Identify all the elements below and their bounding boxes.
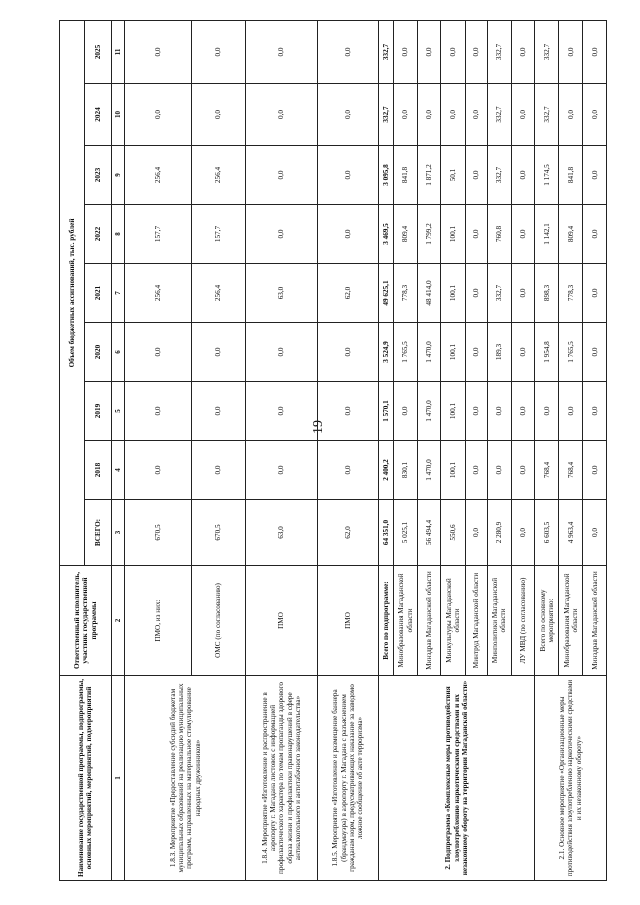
program-name-cell: 1.8.3. Мероприятие «Предоставление субсидий бюджетам муниципальных образований на реализацию муниципальных программ, направленных на материальное стимулирование народных дружинников» bbox=[125, 676, 246, 881]
year-value-cell: 0,0 bbox=[465, 264, 487, 323]
year-value-cell: 0,0 bbox=[191, 382, 245, 441]
total-value-cell: 6 603,5 bbox=[535, 500, 559, 566]
year-value-cell: 63,0 bbox=[246, 264, 317, 323]
header-year: 2021 bbox=[84, 264, 111, 323]
year-value-cell: 1 765,5 bbox=[559, 323, 583, 382]
year-value-cell: 1 142,1 bbox=[535, 205, 559, 264]
year-value-cell: 0,0 bbox=[246, 146, 317, 205]
year-value-cell: 0,0 bbox=[559, 84, 583, 146]
column-number: 2 bbox=[111, 566, 125, 676]
column-number: 3 bbox=[111, 500, 125, 566]
year-value-cell: 0,0 bbox=[317, 205, 379, 264]
year-value-cell: 0,0 bbox=[246, 382, 317, 441]
year-value-cell: 0,0 bbox=[487, 382, 511, 441]
budget-table-container bbox=[59, 21, 607, 881]
year-value-cell: 809,4 bbox=[559, 205, 583, 264]
year-value-cell: 0,0 bbox=[511, 323, 534, 382]
year-value-cell: 0,0 bbox=[465, 205, 487, 264]
year-value-cell: 0,0 bbox=[559, 382, 583, 441]
year-value-cell: 332,7 bbox=[379, 20, 394, 83]
year-value-cell: 0,0 bbox=[317, 84, 379, 146]
year-value-cell: 0,0 bbox=[317, 323, 379, 382]
header-year: 2018 bbox=[84, 441, 111, 500]
year-value-cell: 0,0 bbox=[511, 84, 534, 146]
year-value-cell: 0,0 bbox=[465, 382, 487, 441]
year-value-cell: 1 470,0 bbox=[418, 382, 441, 441]
year-value-cell: 3 524,9 bbox=[379, 323, 394, 382]
year-value-cell: 830,1 bbox=[393, 441, 417, 500]
year-value-cell: 0,0 bbox=[511, 441, 534, 500]
year-value-cell: 3 469,5 bbox=[379, 205, 394, 264]
table-body bbox=[125, 20, 607, 880]
year-value-cell: 809,4 bbox=[393, 205, 417, 264]
year-value-cell: 48 414,0 bbox=[418, 264, 441, 323]
column-number: 9 bbox=[111, 146, 125, 205]
executor-cell: Всего по подпрограмме: bbox=[379, 566, 394, 676]
column-number: 11 bbox=[111, 20, 125, 83]
header-year: 2022 bbox=[84, 205, 111, 264]
table-row bbox=[379, 20, 394, 880]
year-value-cell: 0,0 bbox=[246, 205, 317, 264]
year-value-cell: 0,0 bbox=[583, 382, 607, 441]
year-value-cell: 0,0 bbox=[418, 20, 441, 83]
program-name-cell: 1.8.4. Мероприятие «Изготовление и распространение в аэропорту г. Магадана листовок с информацией профилактического характера по темам пропаганды здорового образа жизни и профилактики правонарушений в сфере антиалкогольного и антитабачного законодательства» bbox=[246, 676, 317, 881]
year-value-cell: 256,4 bbox=[191, 146, 245, 205]
total-value-cell: 63,0 bbox=[246, 500, 317, 566]
header-executor: Ответственный исполнитель, участник государственной программы bbox=[60, 566, 112, 676]
year-value-cell: 100,1 bbox=[441, 264, 465, 323]
year-value-cell: 1 871,2 bbox=[418, 146, 441, 205]
executor-cell: Минздрав Магаданской области bbox=[583, 566, 607, 676]
year-value-cell: 332,7 bbox=[487, 146, 511, 205]
executor-cell: ОМС (по согласованию) bbox=[191, 566, 245, 676]
year-value-cell: 189,3 bbox=[487, 323, 511, 382]
year-value-cell: 1 570,1 bbox=[379, 382, 394, 441]
year-value-cell: 0,0 bbox=[246, 323, 317, 382]
year-value-cell: 0,0 bbox=[317, 146, 379, 205]
year-value-cell: 332,7 bbox=[487, 20, 511, 83]
program-name-cell: 2. Подпрограмма «Комплексные меры противодействия злоупотреблению наркотическими средствами и их незаконному обороту на территории Магаданской области» bbox=[379, 676, 535, 881]
year-value-cell: 1 799,2 bbox=[418, 205, 441, 264]
total-value-cell: 5 025,1 bbox=[393, 500, 417, 566]
year-value-cell: 332,7 bbox=[535, 84, 559, 146]
year-value-cell: 0,0 bbox=[441, 20, 465, 83]
column-number: 6 bbox=[111, 323, 125, 382]
year-value-cell: 0,0 bbox=[583, 146, 607, 205]
executor-cell: Минкультуры Магаданской области bbox=[441, 566, 465, 676]
column-number: 10 bbox=[111, 84, 125, 146]
year-value-cell: 0,0 bbox=[191, 84, 245, 146]
year-value-cell: 0,0 bbox=[583, 323, 607, 382]
year-value-cell: 0,0 bbox=[511, 20, 534, 83]
year-value-cell: 778,3 bbox=[393, 264, 417, 323]
total-value-cell: 670,5 bbox=[125, 500, 192, 566]
program-name-cell: 2.1. Основное мероприятие «Организационные меры противодействия злоупотреблению наркотическими средствами и их незаконному обороту» bbox=[535, 676, 607, 881]
year-value-cell: 2 400,2 bbox=[379, 441, 394, 500]
year-value-cell: 100,1 bbox=[441, 382, 465, 441]
total-value-cell: 4 963,4 bbox=[559, 500, 583, 566]
header-budget: Объем бюджетных ассигнований, тыс. рублей bbox=[60, 20, 85, 565]
total-value-cell: 0,0 bbox=[465, 500, 487, 566]
year-value-cell: 0,0 bbox=[246, 20, 317, 83]
year-value-cell: 768,4 bbox=[535, 441, 559, 500]
year-value-cell: 332,7 bbox=[487, 84, 511, 146]
executor-cell: Минтруд Магаданской области bbox=[465, 566, 487, 676]
year-value-cell: 0,0 bbox=[125, 441, 192, 500]
year-value-cell: 0,0 bbox=[441, 84, 465, 146]
year-value-cell: 1 765,5 bbox=[393, 323, 417, 382]
year-value-cell: 0,0 bbox=[583, 264, 607, 323]
total-value-cell: 670,5 bbox=[191, 500, 245, 566]
year-value-cell: 0,0 bbox=[191, 441, 245, 500]
year-value-cell: 0,0 bbox=[465, 323, 487, 382]
executor-cell: Минобразования Магаданской области bbox=[559, 566, 583, 676]
year-value-cell: 778,3 bbox=[559, 264, 583, 323]
year-value-cell: 0,0 bbox=[393, 20, 417, 83]
column-number: 8 bbox=[111, 205, 125, 264]
year-value-cell: 1 954,8 bbox=[535, 323, 559, 382]
column-number: 7 bbox=[111, 264, 125, 323]
year-value-cell: 898,3 bbox=[535, 264, 559, 323]
year-value-cell: 0,0 bbox=[559, 20, 583, 83]
executor-cell: ЛУ МВД (по согласованию) bbox=[511, 566, 534, 676]
year-value-cell: 0,0 bbox=[511, 205, 534, 264]
year-value-cell: 0,0 bbox=[465, 441, 487, 500]
year-value-cell: 100,1 bbox=[441, 323, 465, 382]
year-value-cell: 768,4 bbox=[559, 441, 583, 500]
year-value-cell: 0,0 bbox=[246, 441, 317, 500]
column-number: 4 bbox=[111, 441, 125, 500]
year-value-cell: 760,8 bbox=[487, 205, 511, 264]
executor-cell: ПМО bbox=[317, 566, 379, 676]
year-value-cell: 0,0 bbox=[487, 441, 511, 500]
executor-cell: Всего по основному мероприятию: bbox=[535, 566, 559, 676]
header-name: Наименование государственной программы, подпрограммы, основных мероприятий, мероприятий, подмероприятий bbox=[60, 676, 112, 881]
year-value-cell: 3 095,8 bbox=[379, 146, 394, 205]
header-year: 2024 bbox=[84, 84, 111, 146]
year-value-cell: 1 470,0 bbox=[418, 323, 441, 382]
column-number: 5 bbox=[111, 382, 125, 441]
year-value-cell: 0,0 bbox=[191, 20, 245, 83]
table-row bbox=[535, 20, 559, 880]
year-value-cell: 1 470,0 bbox=[418, 441, 441, 500]
year-value-cell: 1 174,5 bbox=[535, 146, 559, 205]
total-value-cell: 2 280,9 bbox=[487, 500, 511, 566]
program-name-cell: 1.8.5. Мероприятие «Изготовление и размещение баннера (брандмауэра) в аэропорту г. Магадана с разъяснением гражданам норм, предусматривающих наказание за заведомо ложное сообщение об акте терроризма» bbox=[317, 676, 379, 881]
header-year: 2020 bbox=[84, 323, 111, 382]
year-value-cell: 0,0 bbox=[583, 20, 607, 83]
year-value-cell: 0,0 bbox=[246, 84, 317, 146]
executor-cell: ПМО bbox=[246, 566, 317, 676]
table-row bbox=[125, 20, 192, 880]
year-value-cell: 0,0 bbox=[418, 84, 441, 146]
year-value-cell: 0,0 bbox=[125, 20, 192, 83]
year-value-cell: 0,0 bbox=[465, 84, 487, 146]
total-value-cell: 64 351,0 bbox=[379, 500, 394, 566]
year-value-cell: 256,4 bbox=[125, 146, 192, 205]
year-value-cell: 0,0 bbox=[393, 84, 417, 146]
year-value-cell: 100,1 bbox=[441, 205, 465, 264]
executor-cell: Минполитики Магаданской области bbox=[487, 566, 511, 676]
year-value-cell: 0,0 bbox=[317, 441, 379, 500]
year-value-cell: 0,0 bbox=[511, 146, 534, 205]
total-value-cell: 56 494,4 bbox=[418, 500, 441, 566]
page-number: 19 bbox=[311, 420, 326, 434]
year-value-cell: 256,4 bbox=[191, 264, 245, 323]
header-year: 2025 bbox=[84, 20, 111, 83]
year-value-cell: 0,0 bbox=[465, 20, 487, 83]
year-value-cell: 157,7 bbox=[125, 205, 192, 264]
executor-cell: Минздрав Магаданской области bbox=[418, 566, 441, 676]
year-value-cell: 0,0 bbox=[191, 323, 245, 382]
budget-table bbox=[59, 20, 607, 881]
year-value-cell: 0,0 bbox=[583, 441, 607, 500]
year-value-cell: 62,0 bbox=[317, 264, 379, 323]
total-value-cell: 62,0 bbox=[317, 500, 379, 566]
year-value-cell: 0,0 bbox=[511, 264, 534, 323]
year-value-cell: 0,0 bbox=[583, 205, 607, 264]
executor-cell: Минобразования Магаданской области bbox=[393, 566, 417, 676]
year-value-cell: 0,0 bbox=[583, 84, 607, 146]
year-value-cell: 332,7 bbox=[487, 264, 511, 323]
year-value-cell: 841,8 bbox=[393, 146, 417, 205]
year-value-cell: 0,0 bbox=[393, 382, 417, 441]
executor-cell: ПМО, из них: bbox=[125, 566, 192, 676]
header-year: 2019 bbox=[84, 382, 111, 441]
year-value-cell: 0,0 bbox=[511, 382, 534, 441]
total-value-cell: 0,0 bbox=[583, 500, 607, 566]
table-row bbox=[246, 20, 317, 880]
year-value-cell: 256,4 bbox=[125, 264, 192, 323]
year-value-cell: 0,0 bbox=[125, 382, 192, 441]
year-value-cell: 157,7 bbox=[191, 205, 245, 264]
year-value-cell: 841,8 bbox=[559, 146, 583, 205]
year-value-cell: 0,0 bbox=[535, 382, 559, 441]
year-value-cell: 100,1 bbox=[441, 441, 465, 500]
year-value-cell: 332,7 bbox=[535, 20, 559, 83]
total-value-cell: 0,0 bbox=[511, 500, 534, 566]
year-value-cell: 332,7 bbox=[379, 84, 394, 146]
year-value-cell: 49 625,1 bbox=[379, 264, 394, 323]
year-value-cell: 0,0 bbox=[317, 382, 379, 441]
header-year: 2023 bbox=[84, 146, 111, 205]
year-value-cell: 50,1 bbox=[441, 146, 465, 205]
year-value-cell: 0,0 bbox=[125, 323, 192, 382]
year-value-cell: 0,0 bbox=[125, 84, 192, 146]
column-number: 1 bbox=[111, 676, 125, 881]
year-value-cell: 0,0 bbox=[317, 20, 379, 83]
table-row bbox=[317, 20, 379, 880]
total-value-cell: 550,6 bbox=[441, 500, 465, 566]
header-total: ВСЕГО: bbox=[84, 500, 111, 566]
year-value-cell: 0,0 bbox=[465, 146, 487, 205]
